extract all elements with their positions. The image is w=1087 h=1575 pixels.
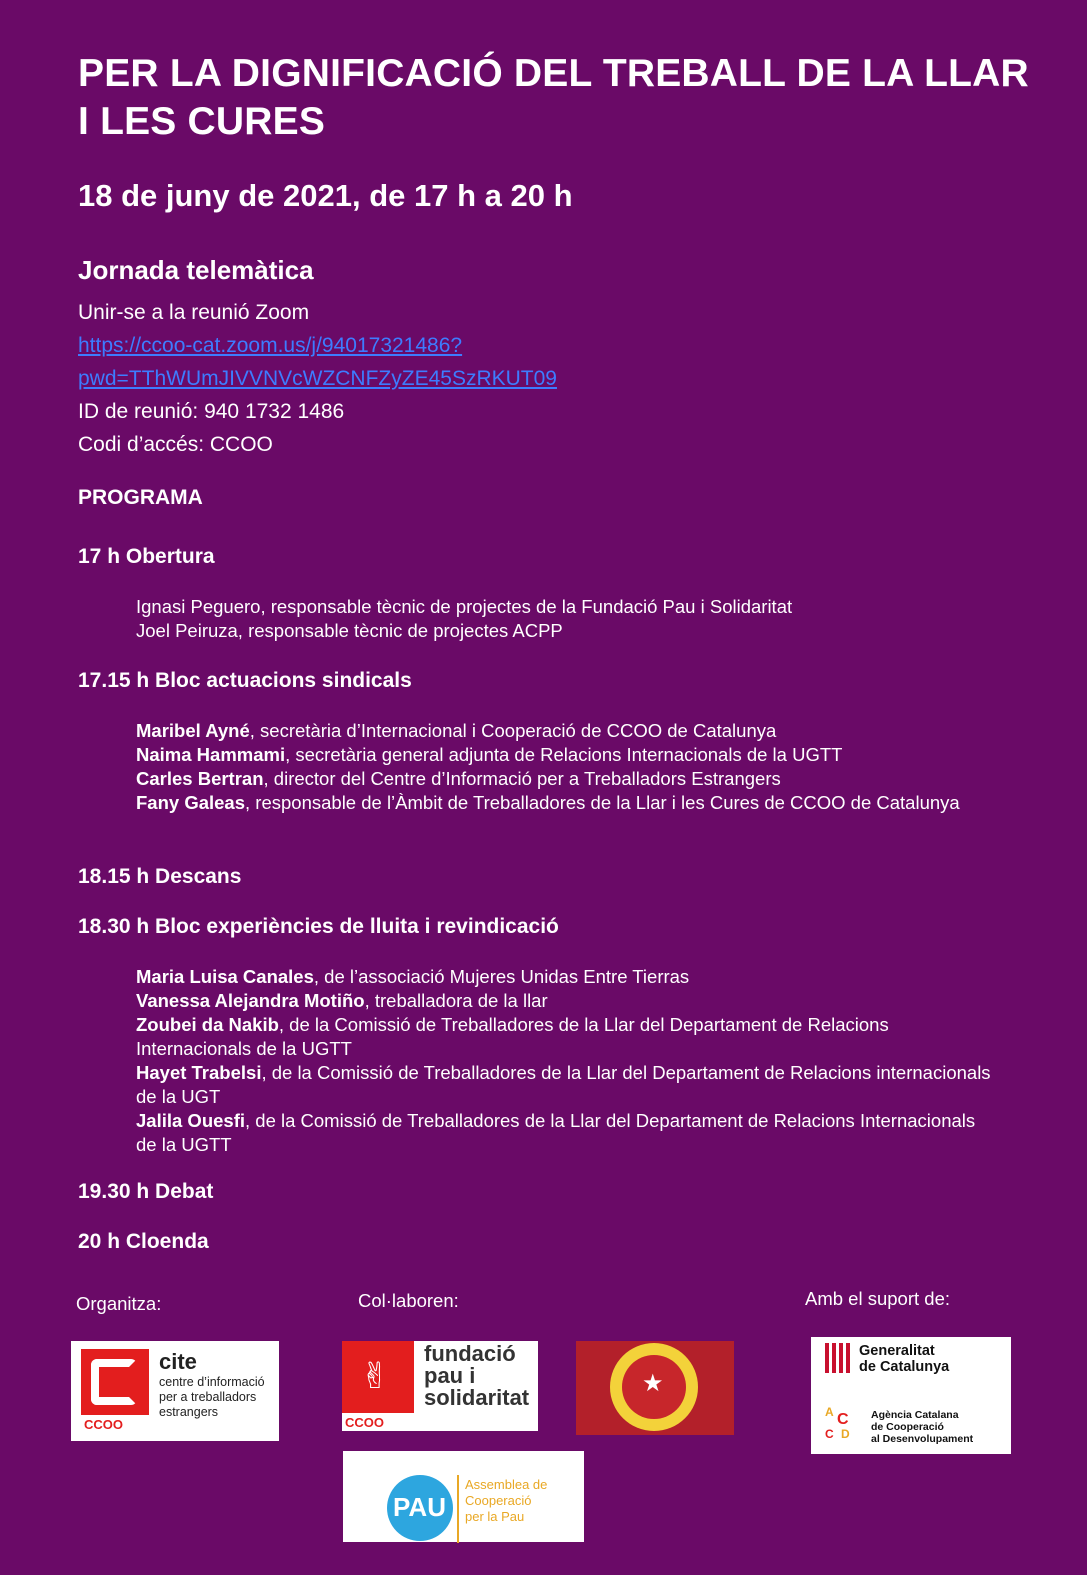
zoom-link[interactable] bbox=[78, 334, 557, 390]
zoom-join-label: Unir-se a la reunió Zoom bbox=[78, 301, 310, 324]
speaker-line bbox=[136, 989, 996, 1013]
session-heading-struggle: 18.30 h Bloc experiències de lluita i revindicació bbox=[78, 915, 559, 938]
access-code: Codi d’accés: CCOO bbox=[78, 433, 273, 456]
fundacio-line1: fundació bbox=[424, 1341, 516, 1366]
struggle-speakers bbox=[136, 965, 996, 1157]
speaker-name: Carles Bertran bbox=[136, 768, 264, 789]
speaker-role: , de la Comissió de Treballadores de la Llar del Departament de Relacions Internacionals de la UGTT bbox=[136, 1110, 976, 1155]
organizer-label: Organitza: bbox=[76, 1293, 162, 1314]
speaker-line: Ignasi Peguero, responsable tècnic de projectes de la Fundació Pau i Solidaritat bbox=[136, 596, 793, 617]
speaker-role: , secretària d’Internacional i Cooperació de CCOO de Catalunya bbox=[249, 720, 777, 741]
cite-sub1: centre d’informació bbox=[159, 1375, 265, 1389]
speaker-role: , de la Comissió de Treballadores de la Llar del Departament de Relacions Internacionals de la UGTT bbox=[136, 1014, 889, 1059]
speaker-name: Maria Luisa Canales bbox=[136, 966, 314, 987]
speaker-role: , secretària general adjunta de Relacions Internacionals de la UGTT bbox=[285, 744, 843, 765]
generalitat-line1: Generalitat bbox=[859, 1343, 935, 1359]
ugtt-logo bbox=[576, 1341, 734, 1435]
acpp-logo bbox=[343, 1451, 584, 1542]
union-speakers bbox=[136, 719, 1016, 815]
accd-line3: al Desenvolupament bbox=[871, 1433, 974, 1445]
zoom-info bbox=[78, 296, 557, 461]
page-title: PER LA DIGNIFICACIÓ DEL TREBALL DE LA LLAR I LES CURES bbox=[78, 52, 1029, 143]
zoom-link-line1: https://ccoo-cat.zoom.us/j/94017321486? bbox=[78, 334, 463, 357]
acpp-line2: Cooperació bbox=[465, 1493, 532, 1508]
senyera-icon bbox=[825, 1343, 853, 1373]
speaker-line: Joel Peiruza, responsable tècnic de projectes ACPP bbox=[136, 620, 563, 641]
dove-icon: ✌ CCOO bbox=[342, 1341, 414, 1431]
ugtt-emblem-icon: ★ bbox=[610, 1343, 698, 1431]
speaker-line bbox=[136, 1013, 996, 1061]
speaker-line bbox=[136, 719, 1016, 743]
speaker-name: Vanessa Alejandra Motiño bbox=[136, 990, 365, 1011]
accd-mark-icon: A C C D bbox=[825, 1405, 850, 1441]
speaker-line bbox=[136, 1061, 996, 1109]
speaker-role: , responsable de l’Àmbit de Treballadores de la Llar i les Cures de CCOO de Catalunya bbox=[245, 792, 960, 813]
cite-sub3: estrangers bbox=[159, 1405, 219, 1419]
speaker-name: Naima Hammami bbox=[136, 744, 286, 765]
speaker-role: , treballadora de la llar bbox=[364, 990, 548, 1011]
accd-line2: de Cooperació bbox=[871, 1421, 944, 1433]
opening-speakers bbox=[136, 595, 1016, 643]
speaker-line bbox=[136, 791, 976, 815]
session-heading-closing: 20 h Cloenda bbox=[78, 1230, 209, 1253]
meeting-id: ID de reunió: 940 1732 1486 bbox=[78, 400, 345, 423]
session-heading-debate: 19.30 h Debat bbox=[78, 1180, 214, 1203]
speaker-name: Maribel Ayné bbox=[136, 720, 250, 741]
generalitat-logo bbox=[811, 1337, 1011, 1454]
speaker-name: Hayet Trabelsi bbox=[136, 1062, 262, 1083]
accd-line1: Agència Catalana bbox=[871, 1409, 959, 1421]
acpp-line3: per la Pau bbox=[465, 1509, 525, 1524]
session-heading-opening: 17 h Obertura bbox=[78, 545, 215, 568]
generalitat-line2: de Catalunya bbox=[859, 1359, 950, 1375]
acpp-line1: Assemblea de bbox=[465, 1477, 548, 1492]
speaker-line bbox=[136, 1109, 996, 1157]
zoom-link-line2: pwd=TThWUmJIVVNVcWZCNFZyZE45SzRKUT09 bbox=[78, 367, 557, 390]
speaker-name: Jalila Ouesfi bbox=[136, 1110, 245, 1131]
program-heading: PROGRAMA bbox=[78, 486, 203, 509]
ccoo-mark-icon: CCOO bbox=[81, 1349, 149, 1433]
speaker-line bbox=[136, 743, 1016, 767]
event-date: 18 de juny de 2021, de 17 h a 20 h bbox=[78, 178, 573, 213]
fundacio-line3: solidaritat bbox=[424, 1385, 530, 1410]
support-label: Amb el suport de: bbox=[805, 1288, 950, 1309]
fundacio-line2: pau i bbox=[424, 1363, 476, 1388]
speaker-line bbox=[136, 965, 996, 989]
fundacio-logo bbox=[342, 1341, 538, 1431]
cite-logo bbox=[71, 1341, 279, 1441]
cite-sub2: per a treballadors bbox=[159, 1390, 257, 1404]
event-type: Jornada telemàtica bbox=[78, 255, 314, 285]
speaker-line bbox=[136, 767, 1016, 791]
session-heading-break: 18.15 h Descans bbox=[78, 865, 242, 888]
speaker-role: , director del Centre d’Informació per a Treballadors Estrangers bbox=[263, 768, 781, 789]
speaker-role: , de l’associació Mujeres Unidas Entre Tierras bbox=[313, 966, 690, 987]
speaker-role: , de la Comissió de Treballadores de la Llar del Departament de Relacions internacionals de la UGT bbox=[136, 1062, 991, 1107]
speaker-name: Zoubei da Nakib bbox=[136, 1014, 279, 1035]
speaker-name: Fany Galeas bbox=[136, 792, 246, 813]
collaborators-label: Col·laboren: bbox=[358, 1290, 459, 1311]
cite-name: cite bbox=[159, 1349, 197, 1374]
pau-mark-icon: PAU bbox=[387, 1475, 453, 1541]
session-heading-union: 17.15 h Bloc actuacions sindicals bbox=[78, 669, 412, 692]
